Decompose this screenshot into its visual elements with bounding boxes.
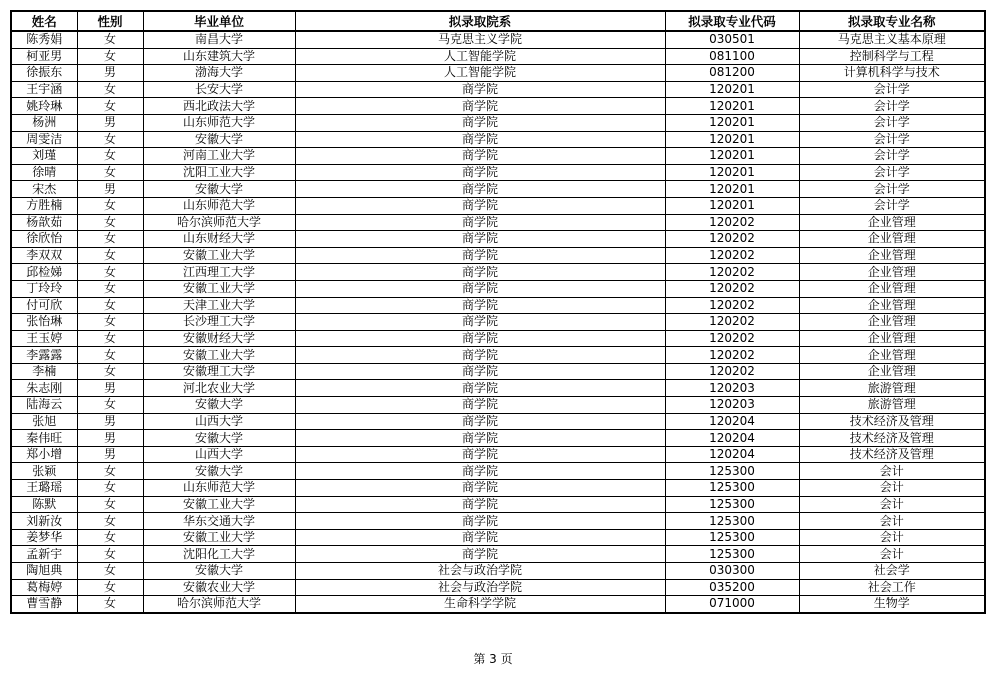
table-row <box>11 413 985 430</box>
cell-major-name: 企业管理 <box>799 264 985 281</box>
cell-department: 商学院 <box>295 446 665 463</box>
cell-gender: 女 <box>77 31 143 48</box>
cell-graduate-school: 山东师范大学 <box>143 114 295 131</box>
cell-gender: 女 <box>77 330 143 347</box>
cell-gender: 女 <box>77 546 143 563</box>
cell-department: 商学院 <box>295 430 665 447</box>
cell-gender: 女 <box>77 148 143 165</box>
cell-major-code: 120201 <box>665 181 799 198</box>
cell-major-name: 会计学 <box>799 197 985 214</box>
cell-major-code: 120201 <box>665 81 799 98</box>
cell-gender: 女 <box>77 314 143 331</box>
cell-graduate-school: 山东师范大学 <box>143 480 295 497</box>
table-row <box>11 363 985 380</box>
header-major-name: 拟录取专业名称 <box>799 11 985 31</box>
cell-department: 商学院 <box>295 397 665 414</box>
cell-major-name: 会计学 <box>799 114 985 131</box>
cell-graduate-school: 安徽工业大学 <box>143 529 295 546</box>
cell-graduate-school: 渤海大学 <box>143 65 295 82</box>
cell-major-code: 120203 <box>665 380 799 397</box>
cell-gender: 女 <box>77 480 143 497</box>
table-row <box>11 529 985 546</box>
header-department: 拟录取院系 <box>295 11 665 31</box>
cell-major-code: 120201 <box>665 197 799 214</box>
cell-name: 陆海云 <box>11 397 77 414</box>
cell-name: 邱检娣 <box>11 264 77 281</box>
cell-major-name: 技术经济及管理 <box>799 446 985 463</box>
cell-major-name: 会计学 <box>799 164 985 181</box>
cell-name: 秦伟旺 <box>11 430 77 447</box>
cell-name: 徐振东 <box>11 65 77 82</box>
cell-name: 杨歆茹 <box>11 214 77 231</box>
page-number: 第 3 页 <box>473 652 513 666</box>
cell-graduate-school: 南昌大学 <box>143 31 295 48</box>
cell-gender: 女 <box>77 81 143 98</box>
cell-major-code: 125300 <box>665 529 799 546</box>
cell-gender: 男 <box>77 181 143 198</box>
cell-gender: 女 <box>77 264 143 281</box>
cell-major-name: 企业管理 <box>799 280 985 297</box>
table-row <box>11 330 985 347</box>
cell-department: 商学院 <box>295 380 665 397</box>
cell-department: 商学院 <box>295 280 665 297</box>
cell-major-code: 120202 <box>665 247 799 264</box>
cell-graduate-school: 河北农业大学 <box>143 380 295 397</box>
cell-name: 徐欣怡 <box>11 231 77 248</box>
cell-major-code: 120202 <box>665 314 799 331</box>
cell-department: 商学院 <box>295 314 665 331</box>
cell-graduate-school: 安徽大学 <box>143 463 295 480</box>
cell-name: 曹雪静 <box>11 596 77 613</box>
cell-graduate-school: 华东交通大学 <box>143 513 295 530</box>
cell-gender: 女 <box>77 164 143 181</box>
cell-major-code: 125300 <box>665 546 799 563</box>
cell-name: 王玉婷 <box>11 330 77 347</box>
cell-major-code: 120202 <box>665 297 799 314</box>
table-row <box>11 131 985 148</box>
cell-major-name: 社会学 <box>799 563 985 580</box>
cell-major-name: 生物学 <box>799 596 985 613</box>
cell-graduate-school: 安徽大学 <box>143 397 295 414</box>
cell-major-code: 120201 <box>665 98 799 115</box>
header-gender: 性别 <box>77 11 143 31</box>
cell-major-code: 120204 <box>665 446 799 463</box>
table-row <box>11 463 985 480</box>
table-row <box>11 297 985 314</box>
table-row <box>11 247 985 264</box>
cell-major-code: 120201 <box>665 114 799 131</box>
cell-name: 王宇涵 <box>11 81 77 98</box>
table-row <box>11 596 985 613</box>
table-row <box>11 347 985 364</box>
cell-gender: 女 <box>77 48 143 65</box>
table-row <box>11 181 985 198</box>
cell-major-code: 125300 <box>665 513 799 530</box>
cell-name: 陶旭典 <box>11 563 77 580</box>
cell-name: 李楠 <box>11 363 77 380</box>
cell-department: 商学院 <box>295 529 665 546</box>
cell-major-name: 会计学 <box>799 98 985 115</box>
cell-graduate-school: 山东师范大学 <box>143 197 295 214</box>
cell-graduate-school: 安徽大学 <box>143 430 295 447</box>
cell-major-name: 会计 <box>799 529 985 546</box>
cell-name: 王璐瑶 <box>11 480 77 497</box>
cell-department: 商学院 <box>295 463 665 480</box>
cell-major-code: 120201 <box>665 148 799 165</box>
cell-graduate-school: 山东财经大学 <box>143 231 295 248</box>
cell-name: 李双双 <box>11 247 77 264</box>
table-row <box>11 98 985 115</box>
cell-department: 商学院 <box>295 131 665 148</box>
cell-name: 杨洲 <box>11 114 77 131</box>
table-row <box>11 48 985 65</box>
cell-department: 商学院 <box>295 480 665 497</box>
cell-major-code: 120203 <box>665 397 799 414</box>
cell-gender: 女 <box>77 496 143 513</box>
table-header-row <box>11 11 985 31</box>
cell-gender: 男 <box>77 65 143 82</box>
cell-name: 朱志刚 <box>11 380 77 397</box>
table-row <box>11 65 985 82</box>
cell-major-name: 企业管理 <box>799 297 985 314</box>
cell-gender: 女 <box>77 98 143 115</box>
cell-department: 商学院 <box>295 247 665 264</box>
cell-major-code: 035200 <box>665 579 799 596</box>
cell-graduate-school: 沈阳化工大学 <box>143 546 295 563</box>
cell-graduate-school: 安徽理工大学 <box>143 363 295 380</box>
cell-graduate-school: 长安大学 <box>143 81 295 98</box>
cell-major-name: 旅游管理 <box>799 380 985 397</box>
cell-gender: 女 <box>77 529 143 546</box>
cell-name: 宋杰 <box>11 181 77 198</box>
cell-department: 社会与政治学院 <box>295 563 665 580</box>
cell-major-code: 030300 <box>665 563 799 580</box>
cell-name: 周雯洁 <box>11 131 77 148</box>
cell-gender: 男 <box>77 430 143 447</box>
cell-major-name: 旅游管理 <box>799 397 985 414</box>
cell-major-code: 120202 <box>665 347 799 364</box>
table-row <box>11 546 985 563</box>
cell-major-name: 计算机科学与技术 <box>799 65 985 82</box>
cell-department: 商学院 <box>295 347 665 364</box>
table-row <box>11 81 985 98</box>
cell-department: 商学院 <box>295 114 665 131</box>
cell-graduate-school: 河南工业大学 <box>143 148 295 165</box>
table-row <box>11 430 985 447</box>
cell-gender: 女 <box>77 247 143 264</box>
cell-graduate-school: 安徽大学 <box>143 563 295 580</box>
cell-major-name: 会计学 <box>799 81 985 98</box>
table-row <box>11 563 985 580</box>
cell-gender: 女 <box>77 297 143 314</box>
cell-name: 郑小增 <box>11 446 77 463</box>
cell-department: 商学院 <box>295 264 665 281</box>
cell-graduate-school: 安徽工业大学 <box>143 347 295 364</box>
cell-major-name: 技术经济及管理 <box>799 413 985 430</box>
cell-major-code: 120204 <box>665 430 799 447</box>
cell-major-name: 会计学 <box>799 131 985 148</box>
cell-gender: 女 <box>77 463 143 480</box>
table-row <box>11 380 985 397</box>
cell-graduate-school: 天津工业大学 <box>143 297 295 314</box>
cell-department: 商学院 <box>295 181 665 198</box>
cell-name: 方胜楠 <box>11 197 77 214</box>
table-row <box>11 446 985 463</box>
cell-major-code: 120202 <box>665 280 799 297</box>
cell-major-name: 控制科学与工程 <box>799 48 985 65</box>
cell-department: 商学院 <box>295 513 665 530</box>
cell-major-code: 125300 <box>665 463 799 480</box>
cell-graduate-school: 沈阳工业大学 <box>143 164 295 181</box>
cell-department: 商学院 <box>295 81 665 98</box>
cell-department: 生命科学学院 <box>295 596 665 613</box>
cell-gender: 女 <box>77 513 143 530</box>
cell-department: 商学院 <box>295 98 665 115</box>
cell-graduate-school: 安徽财经大学 <box>143 330 295 347</box>
cell-graduate-school: 安徽工业大学 <box>143 496 295 513</box>
table-row <box>11 280 985 297</box>
cell-gender: 女 <box>77 579 143 596</box>
cell-graduate-school: 山西大学 <box>143 413 295 430</box>
cell-gender: 女 <box>77 397 143 414</box>
cell-department: 人工智能学院 <box>295 48 665 65</box>
table-row <box>11 314 985 331</box>
table-row <box>11 231 985 248</box>
cell-graduate-school: 哈尔滨师范大学 <box>143 596 295 613</box>
cell-department: 商学院 <box>295 413 665 430</box>
cell-graduate-school: 安徽工业大学 <box>143 247 295 264</box>
table-row <box>11 264 985 281</box>
cell-major-name: 企业管理 <box>799 314 985 331</box>
cell-gender: 女 <box>77 231 143 248</box>
cell-name: 刘新汝 <box>11 513 77 530</box>
header-name: 姓名 <box>11 11 77 31</box>
cell-graduate-school: 江西理工大学 <box>143 264 295 281</box>
header-graduate-school: 毕业单位 <box>143 11 295 31</box>
cell-graduate-school: 西北政法大学 <box>143 98 295 115</box>
cell-graduate-school: 安徽农业大学 <box>143 579 295 596</box>
cell-major-code: 071000 <box>665 596 799 613</box>
cell-major-name: 企业管理 <box>799 363 985 380</box>
cell-major-code: 125300 <box>665 480 799 497</box>
cell-major-name: 会计 <box>799 513 985 530</box>
cell-department: 商学院 <box>295 297 665 314</box>
cell-gender: 男 <box>77 114 143 131</box>
cell-major-code: 125300 <box>665 496 799 513</box>
cell-major-name: 会计学 <box>799 181 985 198</box>
table-row <box>11 397 985 414</box>
cell-name: 姚玲琳 <box>11 98 77 115</box>
cell-department: 商学院 <box>295 148 665 165</box>
cell-graduate-school: 长沙理工大学 <box>143 314 295 331</box>
cell-name: 孟新宇 <box>11 546 77 563</box>
cell-major-code: 120202 <box>665 231 799 248</box>
cell-department: 商学院 <box>295 164 665 181</box>
cell-major-name: 会计 <box>799 546 985 563</box>
cell-major-name: 企业管理 <box>799 247 985 264</box>
cell-major-code: 081200 <box>665 65 799 82</box>
cell-gender: 女 <box>77 563 143 580</box>
cell-major-code: 120204 <box>665 413 799 430</box>
cell-major-name: 会计 <box>799 496 985 513</box>
cell-department: 商学院 <box>295 363 665 380</box>
table-row <box>11 480 985 497</box>
cell-graduate-school: 山西大学 <box>143 446 295 463</box>
cell-name: 葛梅婷 <box>11 579 77 596</box>
cell-major-name: 会计 <box>799 463 985 480</box>
cell-name: 付可欣 <box>11 297 77 314</box>
cell-name: 张怡琳 <box>11 314 77 331</box>
cell-major-code: 120202 <box>665 264 799 281</box>
cell-department: 商学院 <box>295 330 665 347</box>
cell-graduate-school: 安徽工业大学 <box>143 280 295 297</box>
cell-gender: 女 <box>77 596 143 613</box>
cell-name: 徐晴 <box>11 164 77 181</box>
cell-major-name: 社会工作 <box>799 579 985 596</box>
table-row <box>11 114 985 131</box>
cell-department: 马克思主义学院 <box>295 31 665 48</box>
cell-graduate-school: 山东建筑大学 <box>143 48 295 65</box>
cell-gender: 女 <box>77 197 143 214</box>
cell-major-code: 120202 <box>665 214 799 231</box>
table-row <box>11 31 985 48</box>
cell-name: 陈默 <box>11 496 77 513</box>
cell-major-name: 会计 <box>799 480 985 497</box>
cell-graduate-school: 安徽大学 <box>143 181 295 198</box>
cell-gender: 女 <box>77 280 143 297</box>
cell-major-name: 会计学 <box>799 148 985 165</box>
cell-major-name: 企业管理 <box>799 214 985 231</box>
table-row <box>11 148 985 165</box>
cell-name: 丁玲玲 <box>11 280 77 297</box>
cell-graduate-school: 安徽大学 <box>143 131 295 148</box>
cell-major-code: 120202 <box>665 363 799 380</box>
admission-table <box>10 10 986 614</box>
cell-major-name: 技术经济及管理 <box>799 430 985 447</box>
table-row <box>11 164 985 181</box>
cell-name: 陈秀娟 <box>11 31 77 48</box>
table-row <box>11 496 985 513</box>
cell-gender: 女 <box>77 347 143 364</box>
cell-department: 商学院 <box>295 231 665 248</box>
cell-major-name: 马克思主义基本原理 <box>799 31 985 48</box>
cell-department: 社会与政治学院 <box>295 579 665 596</box>
cell-gender: 女 <box>77 214 143 231</box>
cell-department: 商学院 <box>295 546 665 563</box>
cell-major-name: 企业管理 <box>799 347 985 364</box>
cell-name: 姜梦华 <box>11 529 77 546</box>
cell-name: 刘瑾 <box>11 148 77 165</box>
cell-gender: 女 <box>77 363 143 380</box>
cell-name: 张颖 <box>11 463 77 480</box>
cell-major-code: 030501 <box>665 31 799 48</box>
cell-major-code: 081100 <box>665 48 799 65</box>
cell-major-code: 120201 <box>665 164 799 181</box>
cell-gender: 男 <box>77 446 143 463</box>
table-row <box>11 214 985 231</box>
cell-name: 李露露 <box>11 347 77 364</box>
cell-gender: 女 <box>77 131 143 148</box>
cell-major-name: 企业管理 <box>799 330 985 347</box>
cell-gender: 男 <box>77 413 143 430</box>
header-major-code: 拟录取专业代码 <box>665 11 799 31</box>
cell-name: 张旭 <box>11 413 77 430</box>
table-body <box>11 31 985 613</box>
cell-gender: 男 <box>77 380 143 397</box>
table-row <box>11 513 985 530</box>
cell-major-code: 120201 <box>665 131 799 148</box>
cell-department: 商学院 <box>295 214 665 231</box>
cell-name: 柯亚男 <box>11 48 77 65</box>
cell-department: 人工智能学院 <box>295 65 665 82</box>
table-row <box>11 197 985 214</box>
table-row <box>11 579 985 596</box>
cell-department: 商学院 <box>295 197 665 214</box>
cell-department: 商学院 <box>295 496 665 513</box>
cell-graduate-school: 哈尔滨师范大学 <box>143 214 295 231</box>
cell-major-name: 企业管理 <box>799 231 985 248</box>
cell-major-code: 120202 <box>665 330 799 347</box>
